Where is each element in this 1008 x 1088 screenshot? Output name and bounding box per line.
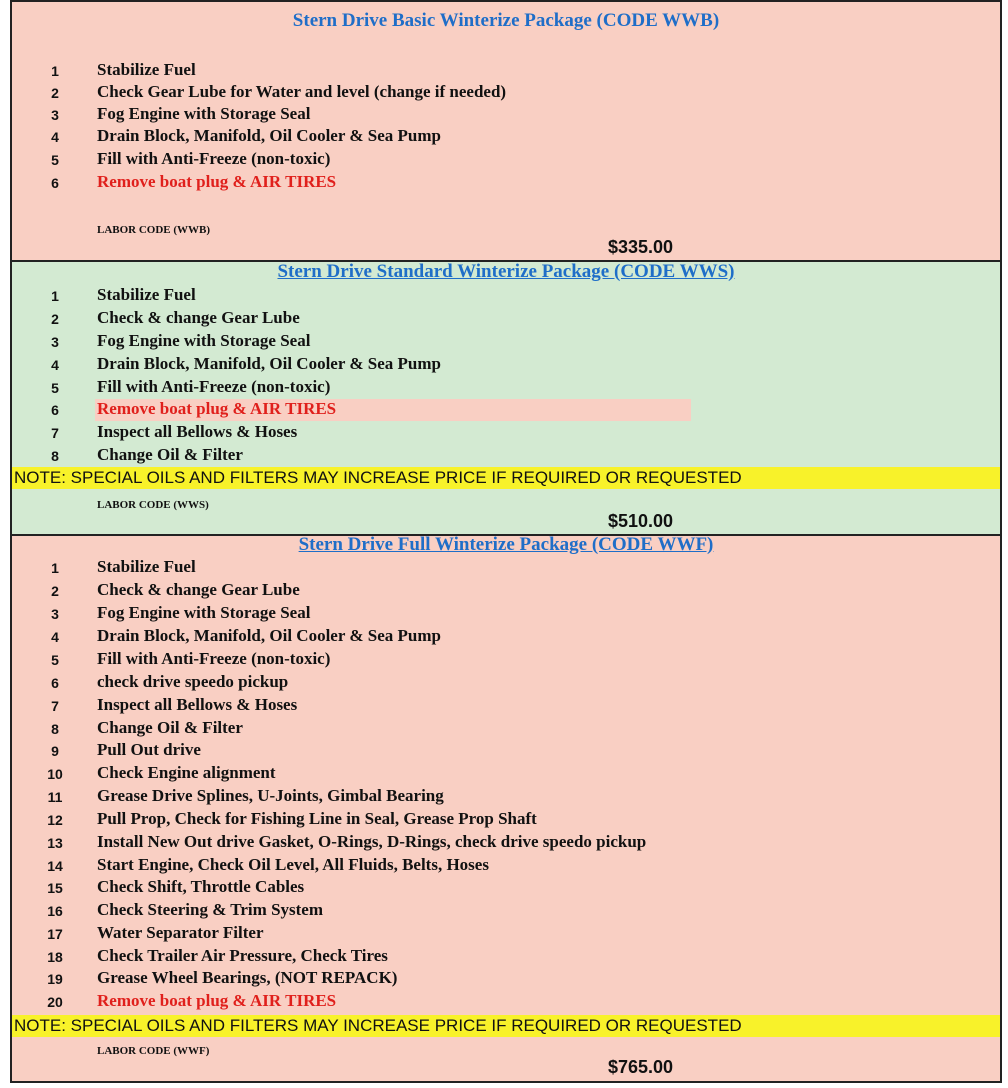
list-item <box>12 60 1000 82</box>
item-text: Start Engine, Check Oil Level, All Fluids, Belts, Hoses <box>97 855 489 874</box>
list-item <box>12 649 1000 671</box>
item-number: 1 <box>51 560 59 576</box>
item-number: 3 <box>51 606 59 622</box>
item-text: Grease Wheel Bearings, (NOT REPACK) <box>97 968 398 987</box>
item-number: 15 <box>47 880 63 896</box>
item-number: 7 <box>51 425 59 441</box>
item-text: Check Trailer Air Pressure, Check Tires <box>97 946 388 965</box>
item-number: 6 <box>51 675 59 691</box>
item-number: 11 <box>47 789 63 805</box>
list-item <box>12 308 1000 330</box>
list-item <box>12 832 1000 854</box>
list-item <box>12 695 1000 717</box>
item-number: 10 <box>47 766 63 782</box>
item-text: Fill with Anti-Freeze (non-toxic) <box>97 377 331 396</box>
labor-code: LABOR CODE (WWB) <box>97 224 211 236</box>
item-number: 8 <box>51 721 59 737</box>
list-item <box>12 557 1000 579</box>
list-item <box>12 718 1000 740</box>
package-price: $765.00 <box>608 1057 674 1077</box>
labor-code: LABOR CODE (WWF) <box>97 1045 210 1057</box>
item-number: 6 <box>51 175 59 191</box>
list-item <box>12 580 1000 602</box>
list-item <box>12 946 1000 968</box>
item-number: 14 <box>47 858 63 874</box>
package-title: Stern Drive Full Winterize Package (CODE WWF) <box>298 534 714 555</box>
item-number: 9 <box>51 743 59 759</box>
item-text: Check Steering & Trim System <box>97 900 324 919</box>
item-text: Fog Engine with Storage Seal <box>97 331 311 350</box>
item-text: Check Engine alignment <box>97 763 276 782</box>
item-text: Pull Out drive <box>97 740 201 759</box>
item-number: 2 <box>51 85 59 101</box>
item-text: Fog Engine with Storage Seal <box>97 104 311 123</box>
package-title: Stern Drive Basic Winterize Package (CODE WWB) <box>292 10 720 31</box>
item-number: 2 <box>51 311 59 327</box>
list-item <box>12 855 1000 877</box>
list-item <box>12 603 1000 625</box>
list-item <box>12 786 1000 808</box>
list-item <box>12 672 1000 694</box>
item-text: Check Shift, Throttle Cables <box>97 877 305 896</box>
item-number: 13 <box>47 835 63 851</box>
item-text: Stabilize Fuel <box>97 557 196 576</box>
list-item <box>12 968 1000 990</box>
item-number: 16 <box>47 903 63 919</box>
note-banner: NOTE: SPECIAL OILS AND FILTERS MAY INCREASE PRICE IF REQUIRED OR REQUESTED <box>12 467 1000 489</box>
package-price: $335.00 <box>608 237 674 257</box>
item-text: Change Oil & Filter <box>97 445 243 464</box>
list-item <box>12 399 1000 421</box>
note-banner: NOTE: SPECIAL OILS AND FILTERS MAY INCREASE PRICE IF REQUIRED OR REQUESTED <box>12 1015 1000 1037</box>
item-text: check drive speedo pickup <box>97 672 289 691</box>
item-number: 19 <box>47 971 63 987</box>
list-item <box>12 991 1000 1013</box>
item-number: 4 <box>51 357 59 373</box>
list-item <box>12 377 1000 399</box>
item-text: Drain Block, Manifold, Oil Cooler & Sea Pump <box>97 354 441 373</box>
item-text: Inspect all Bellows & Hoses <box>97 695 298 714</box>
list-item <box>12 149 1000 171</box>
package-full-wwf <box>12 536 1000 1081</box>
item-number: 8 <box>51 448 59 464</box>
list-item <box>12 809 1000 831</box>
list-item <box>12 285 1000 307</box>
item-text: Fill with Anti-Freeze (non-toxic) <box>97 649 331 668</box>
item-text: Water Separator Filter <box>97 923 264 942</box>
item-number: 4 <box>51 129 59 145</box>
item-number: 3 <box>51 107 59 123</box>
item-text-alert: Remove boat plug & AIR TIRES <box>97 172 337 191</box>
list-item <box>12 900 1000 922</box>
item-text: Grease Drive Splines, U-Joints, Gimbal Bearing <box>97 786 444 805</box>
item-text-alert: Remove boat plug & AIR TIRES <box>97 991 337 1010</box>
item-text-alert: Remove boat plug & AIR TIRES <box>97 399 337 418</box>
list-item <box>12 126 1000 148</box>
item-text: Install New Out drive Gasket, O-Rings, D-Rings, check drive speedo pickup <box>97 832 647 851</box>
list-item <box>12 445 1000 467</box>
list-item <box>12 82 1000 104</box>
list-item <box>12 740 1000 762</box>
list-item <box>12 104 1000 126</box>
labor-code: LABOR CODE (WWS) <box>97 499 209 511</box>
item-text: Check & change Gear Lube <box>97 580 300 599</box>
item-number: 20 <box>47 994 63 1010</box>
item-number: 4 <box>51 629 59 645</box>
item-number: 1 <box>51 288 59 304</box>
item-text: Check & change Gear Lube <box>97 308 300 327</box>
item-number: 12 <box>47 812 63 828</box>
item-number: 5 <box>51 152 59 168</box>
item-number: 5 <box>51 380 59 396</box>
item-text: Drain Block, Manifold, Oil Cooler & Sea Pump <box>97 126 441 145</box>
list-item <box>12 877 1000 899</box>
item-text: Fog Engine with Storage Seal <box>97 603 311 622</box>
package-price: $510.00 <box>608 511 674 531</box>
item-text: Drain Block, Manifold, Oil Cooler & Sea Pump <box>97 626 441 645</box>
item-text: Change Oil & Filter <box>97 718 243 737</box>
item-text: Fill with Anti-Freeze (non-toxic) <box>97 149 331 168</box>
list-item <box>12 422 1000 444</box>
package-standard-wws <box>12 262 1000 536</box>
item-number: 3 <box>51 334 59 350</box>
list-item <box>12 331 1000 353</box>
item-text: Check Gear Lube for Water and level (change if needed) <box>97 82 507 101</box>
item-text: Inspect all Bellows & Hoses <box>97 422 298 441</box>
item-number: 5 <box>51 652 59 668</box>
item-number: 18 <box>47 949 63 965</box>
item-number: 2 <box>51 583 59 599</box>
list-item <box>12 354 1000 376</box>
list-item <box>12 763 1000 785</box>
item-number: 17 <box>47 926 63 942</box>
item-number: 7 <box>51 698 59 714</box>
item-text: Pull Prop, Check for Fishing Line in Seal, Grease Prop Shaft <box>97 809 537 828</box>
list-item <box>12 172 1000 194</box>
list-item <box>12 626 1000 648</box>
package-title: Stern Drive Standard Winterize Package (CODE WWS) <box>277 261 735 282</box>
price-sheet <box>10 0 1002 1083</box>
package-basic-wwb <box>12 2 1000 262</box>
item-number: 6 <box>51 402 59 418</box>
item-text: Stabilize Fuel <box>97 60 196 79</box>
item-number: 1 <box>51 63 59 79</box>
list-item <box>12 923 1000 945</box>
item-text: Stabilize Fuel <box>97 285 196 304</box>
